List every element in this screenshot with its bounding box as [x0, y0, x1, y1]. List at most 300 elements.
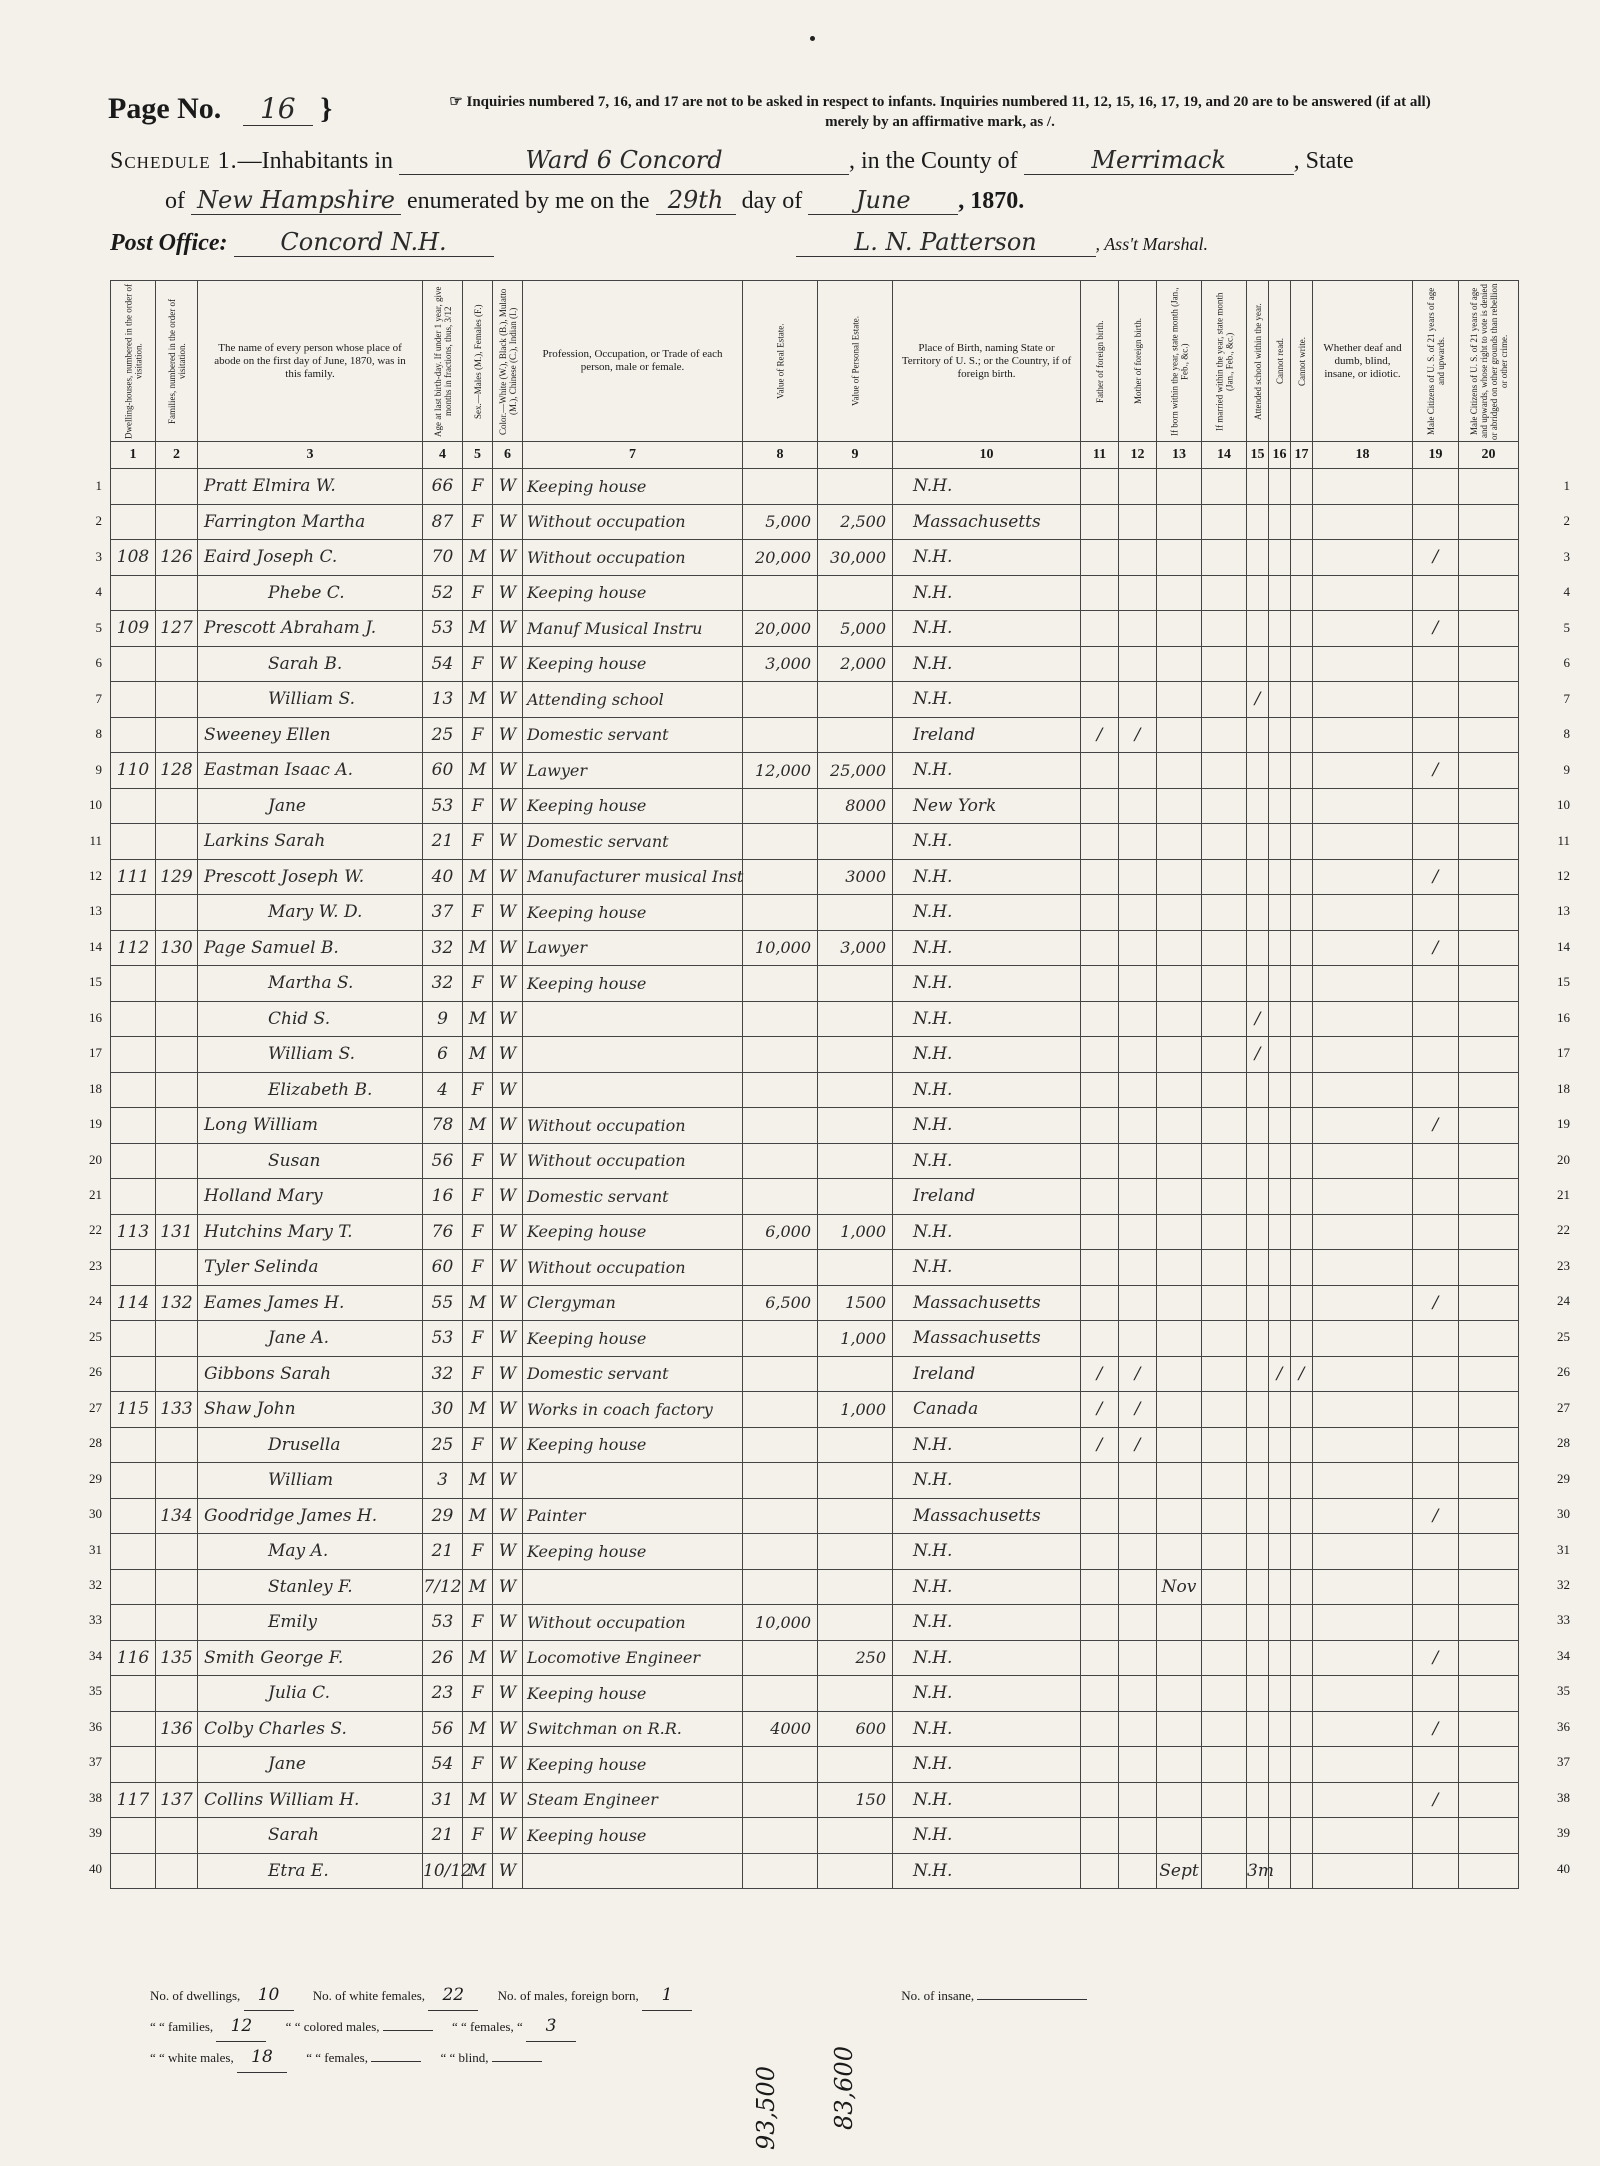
sex: F — [463, 1214, 493, 1250]
person-name: Long William — [198, 1108, 423, 1144]
column-number: 8 — [743, 442, 818, 469]
dwelling-number — [111, 1747, 156, 1783]
person-name: Larkins Sarah — [198, 824, 423, 860]
married-month — [1202, 540, 1247, 576]
occupation: Steam Engineer — [523, 1782, 743, 1818]
table-row — [111, 1001, 1519, 1037]
table-row — [111, 1392, 1519, 1428]
family-number — [156, 1853, 198, 1889]
citizen-mark: / — [1413, 859, 1459, 895]
family-number: 137 — [156, 1782, 198, 1818]
disability — [1313, 859, 1413, 895]
born-month: Sept — [1157, 1853, 1202, 1889]
person-name: Farrington Martha — [198, 504, 423, 540]
father-foreign-mark — [1081, 1569, 1119, 1605]
mother-foreign-mark — [1119, 1498, 1157, 1534]
age: 25 — [423, 717, 463, 753]
citizen-mark: / — [1413, 1108, 1459, 1144]
color: W — [493, 1356, 523, 1392]
line-number: 23 — [1557, 1257, 1570, 1273]
insane-count: No. of insane, — [901, 1981, 1087, 2011]
family-number: 135 — [156, 1640, 198, 1676]
cannot-read-mark — [1269, 646, 1291, 682]
personal-estate-value — [818, 1001, 893, 1037]
sex: F — [463, 469, 493, 505]
school-mark — [1247, 1818, 1269, 1854]
person-name: Etra E. — [198, 1853, 423, 1889]
inhabitants-text: —Inhabitants in — [237, 148, 393, 174]
father-foreign-mark — [1081, 859, 1119, 895]
born-month — [1157, 1392, 1202, 1428]
born-month — [1157, 1321, 1202, 1357]
vote-denied-mark — [1459, 1321, 1519, 1357]
cannot-write-mark — [1291, 646, 1313, 682]
table-row — [111, 1072, 1519, 1108]
real-estate-value — [743, 1676, 818, 1712]
married-month — [1202, 717, 1247, 753]
school-mark: 3m — [1247, 1853, 1269, 1889]
column-number: 5 — [463, 442, 493, 469]
cannot-write-mark — [1291, 1711, 1313, 1747]
year-text: , 1870. — [958, 188, 1025, 214]
line-number: 15 — [1557, 974, 1570, 990]
table-row — [111, 540, 1519, 576]
vote-denied-mark — [1459, 1711, 1519, 1747]
col-header-19: Male Citizens of U. S. of 21 years of age and upwards. — [1413, 281, 1459, 442]
cannot-write-mark — [1291, 1037, 1313, 1073]
sex: F — [463, 504, 493, 540]
summary-block — [150, 1980, 1500, 2073]
occupation — [523, 1463, 743, 1499]
married-month — [1202, 1463, 1247, 1499]
color: W — [493, 504, 523, 540]
line-number: 28 — [89, 1435, 102, 1451]
column-number: 19 — [1413, 442, 1459, 469]
age: 23 — [423, 1676, 463, 1712]
sex: F — [463, 646, 493, 682]
married-month — [1202, 1569, 1247, 1605]
person-name: Pratt Elmira W. — [198, 469, 423, 505]
line-number: 2 — [95, 513, 102, 529]
real-estate-value — [743, 1498, 818, 1534]
married-month — [1202, 1782, 1247, 1818]
vote-denied-mark — [1459, 1463, 1519, 1499]
dwelling-number — [111, 717, 156, 753]
personal-estate-value: 8000 — [818, 788, 893, 824]
dwelling-number: 117 — [111, 1782, 156, 1818]
citizen-mark: / — [1413, 753, 1459, 789]
age: 32 — [423, 1356, 463, 1392]
occupation: Keeping house — [523, 788, 743, 824]
family-number: 130 — [156, 930, 198, 966]
col-header-14: If married within the year, state month (Jan., Feb., &c.) — [1202, 281, 1247, 442]
school-mark — [1247, 646, 1269, 682]
age: 60 — [423, 1250, 463, 1286]
real-estate-value — [743, 1747, 818, 1783]
father-foreign-mark — [1081, 1179, 1119, 1215]
cannot-read-mark — [1269, 717, 1291, 753]
father-foreign-mark — [1081, 1001, 1119, 1037]
cannot-write-mark — [1291, 966, 1313, 1002]
person-name: Hutchins Mary T. — [198, 1214, 423, 1250]
table-row — [111, 1285, 1519, 1321]
line-number: 5 — [95, 619, 102, 635]
dwelling-number — [111, 1427, 156, 1463]
personal-estate-value — [818, 1605, 893, 1641]
occupation: Attending school — [523, 682, 743, 718]
person-name: Sweeney Ellen — [198, 717, 423, 753]
cannot-read-mark — [1269, 1321, 1291, 1357]
line-number: 14 — [89, 938, 102, 954]
born-month — [1157, 504, 1202, 540]
dwelling-number — [111, 1321, 156, 1357]
line-number: 24 — [1557, 1293, 1570, 1309]
school-mark — [1247, 966, 1269, 1002]
line-number: 13 — [1557, 903, 1570, 919]
mother-foreign-mark — [1119, 1605, 1157, 1641]
family-number — [156, 1427, 198, 1463]
color: W — [493, 1392, 523, 1428]
birthplace: N.H. — [893, 1072, 1081, 1108]
occupation: Keeping house — [523, 646, 743, 682]
cannot-write-mark — [1291, 788, 1313, 824]
married-month — [1202, 1037, 1247, 1073]
real-estate-value — [743, 1356, 818, 1392]
age: 13 — [423, 682, 463, 718]
cannot-write-mark — [1291, 1498, 1313, 1534]
col-header-20: Male Citizens of U. S. of 21 years of age and upwards, whose right to vote is denied or abridged on other grounds than rebellion or other crime. — [1459, 281, 1519, 442]
col-header-1: Dwelling-houses, numbered in the order of visitation. — [111, 281, 156, 442]
person-name: Eastman Isaac A. — [198, 753, 423, 789]
personal-estate-value — [818, 575, 893, 611]
real-estate-value — [743, 1108, 818, 1144]
sex: M — [463, 1037, 493, 1073]
disability — [1313, 1037, 1413, 1073]
personal-estate-value: 600 — [818, 1711, 893, 1747]
birthplace: N.H. — [893, 1108, 1081, 1144]
sex: F — [463, 1534, 493, 1570]
occupation: Manuf Musical Instru — [523, 611, 743, 647]
school-mark — [1247, 824, 1269, 860]
post-office-field: Concord N.H. — [234, 228, 494, 257]
married-month — [1202, 469, 1247, 505]
column-number: 14 — [1202, 442, 1247, 469]
mother-foreign-mark — [1119, 1037, 1157, 1073]
school-mark — [1247, 1427, 1269, 1463]
born-month — [1157, 966, 1202, 1002]
dwelling-number: 108 — [111, 540, 156, 576]
dwelling-number: 110 — [111, 753, 156, 789]
real-estate-value — [743, 1463, 818, 1499]
occupation: Works in coach factory — [523, 1392, 743, 1428]
mother-foreign-mark — [1119, 1001, 1157, 1037]
real-estate-value — [743, 1037, 818, 1073]
citizen-mark — [1413, 1001, 1459, 1037]
mother-foreign-mark — [1119, 1640, 1157, 1676]
birthplace: N.H. — [893, 575, 1081, 611]
cannot-write-mark — [1291, 1853, 1313, 1889]
occupation — [523, 1072, 743, 1108]
real-estate-value: 5,000 — [743, 504, 818, 540]
real-estate-value — [743, 1782, 818, 1818]
father-foreign-mark — [1081, 1285, 1119, 1321]
sex: F — [463, 717, 493, 753]
born-month — [1157, 824, 1202, 860]
sex: M — [463, 1498, 493, 1534]
age: 25 — [423, 1427, 463, 1463]
line-number: 3 — [95, 548, 102, 564]
vote-denied-mark — [1459, 1534, 1519, 1570]
table-row — [111, 1427, 1519, 1463]
county-text: , in the County of — [848, 148, 1018, 174]
father-foreign-mark — [1081, 1747, 1119, 1783]
school-mark — [1247, 575, 1269, 611]
table-row — [111, 1747, 1519, 1783]
disability — [1313, 575, 1413, 611]
vote-denied-mark — [1459, 1356, 1519, 1392]
birthplace: N.H. — [893, 753, 1081, 789]
birthplace: N.H. — [893, 930, 1081, 966]
occupation: Keeping house — [523, 1676, 743, 1712]
born-month — [1157, 1640, 1202, 1676]
vote-denied-mark — [1459, 1605, 1519, 1641]
vote-denied-mark — [1459, 1179, 1519, 1215]
line-number: 20 — [89, 1151, 102, 1167]
cannot-write-mark: / — [1291, 1356, 1313, 1392]
father-foreign-mark — [1081, 1072, 1119, 1108]
personal-estate-value — [818, 469, 893, 505]
school-mark — [1247, 753, 1269, 789]
real-estate-value — [743, 1640, 818, 1676]
cannot-read-mark — [1269, 1569, 1291, 1605]
asst-marshal-label: , Ass't Marshal. — [1095, 234, 1209, 254]
real-estate-value: 6,500 — [743, 1285, 818, 1321]
citizen-mark: / — [1413, 1782, 1459, 1818]
summary-line-1 — [150, 1980, 1500, 2011]
person-name: Chid S. — [198, 1001, 423, 1037]
disability — [1313, 1640, 1413, 1676]
line-number: 1 — [1563, 478, 1570, 493]
birthplace: New York — [893, 788, 1081, 824]
sex: F — [463, 1818, 493, 1854]
cannot-write-mark — [1291, 1676, 1313, 1712]
line-number: 27 — [1557, 1399, 1570, 1415]
cannot-read-mark — [1269, 611, 1291, 647]
dwelling-number — [111, 824, 156, 860]
mother-foreign-mark: / — [1119, 1356, 1157, 1392]
birthplace: N.H. — [893, 1782, 1081, 1818]
married-month — [1202, 930, 1247, 966]
age: 21 — [423, 1818, 463, 1854]
birthplace: N.H. — [893, 859, 1081, 895]
personal-estate-value — [818, 717, 893, 753]
father-foreign-mark — [1081, 1605, 1119, 1641]
person-name: Prescott Joseph W. — [198, 859, 423, 895]
line-number: 21 — [89, 1187, 102, 1202]
birthplace: Massachusetts — [893, 1498, 1081, 1534]
father-foreign-mark — [1081, 824, 1119, 860]
born-month — [1157, 717, 1202, 753]
married-month — [1202, 753, 1247, 789]
table-row — [111, 1037, 1519, 1073]
mother-foreign-mark — [1119, 1250, 1157, 1286]
mother-foreign-mark — [1119, 1179, 1157, 1215]
dwelling-number — [111, 1037, 156, 1073]
sex: F — [463, 895, 493, 931]
disability — [1313, 1569, 1413, 1605]
person-name: Stanley F. — [198, 1569, 423, 1605]
born-month — [1157, 930, 1202, 966]
color: W — [493, 1321, 523, 1357]
color: W — [493, 895, 523, 931]
line-number: 36 — [89, 1718, 102, 1734]
page-label: Page No. — [108, 92, 222, 125]
cannot-read-mark — [1269, 504, 1291, 540]
vote-denied-mark — [1459, 966, 1519, 1002]
color: W — [493, 1853, 523, 1889]
cannot-write-mark — [1291, 1321, 1313, 1357]
father-foreign-mark — [1081, 504, 1119, 540]
table-row — [111, 504, 1519, 540]
cannot-write-mark — [1291, 1640, 1313, 1676]
disability — [1313, 1392, 1413, 1428]
born-month — [1157, 1285, 1202, 1321]
married-month — [1202, 1179, 1247, 1215]
line-number: 18 — [89, 1080, 102, 1096]
sex: F — [463, 1143, 493, 1179]
color: W — [493, 788, 523, 824]
citizen-mark — [1413, 1569, 1459, 1605]
family-number: 134 — [156, 1498, 198, 1534]
col-header-15: Attended school within the year. — [1247, 281, 1269, 442]
age: 40 — [423, 859, 463, 895]
col-header-12: Mother of foreign birth. — [1119, 281, 1157, 442]
dwelling-number: 109 — [111, 611, 156, 647]
mother-foreign-mark — [1119, 895, 1157, 931]
dwelling-number: 111 — [111, 859, 156, 895]
dwelling-number: 116 — [111, 1640, 156, 1676]
color: W — [493, 1534, 523, 1570]
citizen-mark: / — [1413, 611, 1459, 647]
born-month — [1157, 1001, 1202, 1037]
dwelling-number — [111, 575, 156, 611]
sex: M — [463, 930, 493, 966]
sex: F — [463, 1072, 493, 1108]
citizen-mark — [1413, 788, 1459, 824]
column-number: 20 — [1459, 442, 1519, 469]
school-mark: / — [1247, 682, 1269, 718]
family-number — [156, 682, 198, 718]
column-number: 7 — [523, 442, 743, 469]
occupation — [523, 1569, 743, 1605]
table-row — [111, 717, 1519, 753]
mother-foreign-mark — [1119, 1853, 1157, 1889]
line-number: 29 — [89, 1470, 102, 1486]
line-number: 4 — [95, 584, 102, 600]
color: W — [493, 859, 523, 895]
column-number: 12 — [1119, 442, 1157, 469]
married-month — [1202, 611, 1247, 647]
vote-denied-mark — [1459, 824, 1519, 860]
married-month — [1202, 966, 1247, 1002]
column-number: 15 — [1247, 442, 1269, 469]
table-row — [111, 1569, 1519, 1605]
birthplace: N.H. — [893, 1853, 1081, 1889]
born-month — [1157, 1782, 1202, 1818]
person-name: Emily — [198, 1605, 423, 1641]
citizen-mark — [1413, 1747, 1459, 1783]
cannot-read-mark — [1269, 469, 1291, 505]
citizen-mark — [1413, 717, 1459, 753]
married-month — [1202, 682, 1247, 718]
married-month — [1202, 1356, 1247, 1392]
age: 66 — [423, 469, 463, 505]
family-number — [156, 1179, 198, 1215]
sex: F — [463, 1676, 493, 1712]
birthplace: N.H. — [893, 1037, 1081, 1073]
disability — [1313, 966, 1413, 1002]
line-number: 25 — [89, 1328, 102, 1344]
citizen-mark: / — [1413, 1640, 1459, 1676]
school-mark — [1247, 1214, 1269, 1250]
day-field: 29th — [656, 186, 736, 215]
state-text: , State — [1293, 148, 1354, 174]
cannot-write-mark — [1291, 1214, 1313, 1250]
vote-denied-mark — [1459, 1676, 1519, 1712]
mother-foreign-mark: / — [1119, 717, 1157, 753]
column-number: 2 — [156, 442, 198, 469]
post-office-label: Post Office: — [110, 230, 228, 256]
cannot-write-mark — [1291, 1463, 1313, 1499]
dwelling-number — [111, 1072, 156, 1108]
age: 56 — [423, 1711, 463, 1747]
family-number — [156, 1108, 198, 1144]
color: W — [493, 1569, 523, 1605]
disability — [1313, 469, 1413, 505]
sex: F — [463, 1747, 493, 1783]
cannot-read-mark — [1269, 1782, 1291, 1818]
sex: F — [463, 788, 493, 824]
person-name: May A. — [198, 1534, 423, 1570]
line-number: 9 — [1563, 761, 1570, 777]
person-name: Page Samuel B. — [198, 930, 423, 966]
family-number — [156, 1001, 198, 1037]
school-mark — [1247, 1179, 1269, 1215]
real-estate-value — [743, 824, 818, 860]
citizen-mark: / — [1413, 1285, 1459, 1321]
cannot-write-mark — [1291, 1782, 1313, 1818]
disability — [1313, 1534, 1413, 1570]
color: W — [493, 1747, 523, 1783]
color: W — [493, 1037, 523, 1073]
cannot-read-mark — [1269, 1640, 1291, 1676]
disability — [1313, 1285, 1413, 1321]
colored-males-count: “ “ colored males, — [286, 2012, 433, 2042]
school-mark — [1247, 895, 1269, 931]
person-name: Goodridge James H. — [198, 1498, 423, 1534]
occupation: Domestic servant — [523, 1356, 743, 1392]
father-foreign-mark — [1081, 788, 1119, 824]
vote-denied-mark — [1459, 1001, 1519, 1037]
occupation: Switchman on R.R. — [523, 1711, 743, 1747]
occupation: Keeping house — [523, 1427, 743, 1463]
personal-estate-value: 150 — [818, 1782, 893, 1818]
disability — [1313, 895, 1413, 931]
table-row — [111, 788, 1519, 824]
occupation: Manufacturer musical Inst — [523, 859, 743, 895]
line-number: 10 — [1557, 797, 1570, 813]
color: W — [493, 753, 523, 789]
